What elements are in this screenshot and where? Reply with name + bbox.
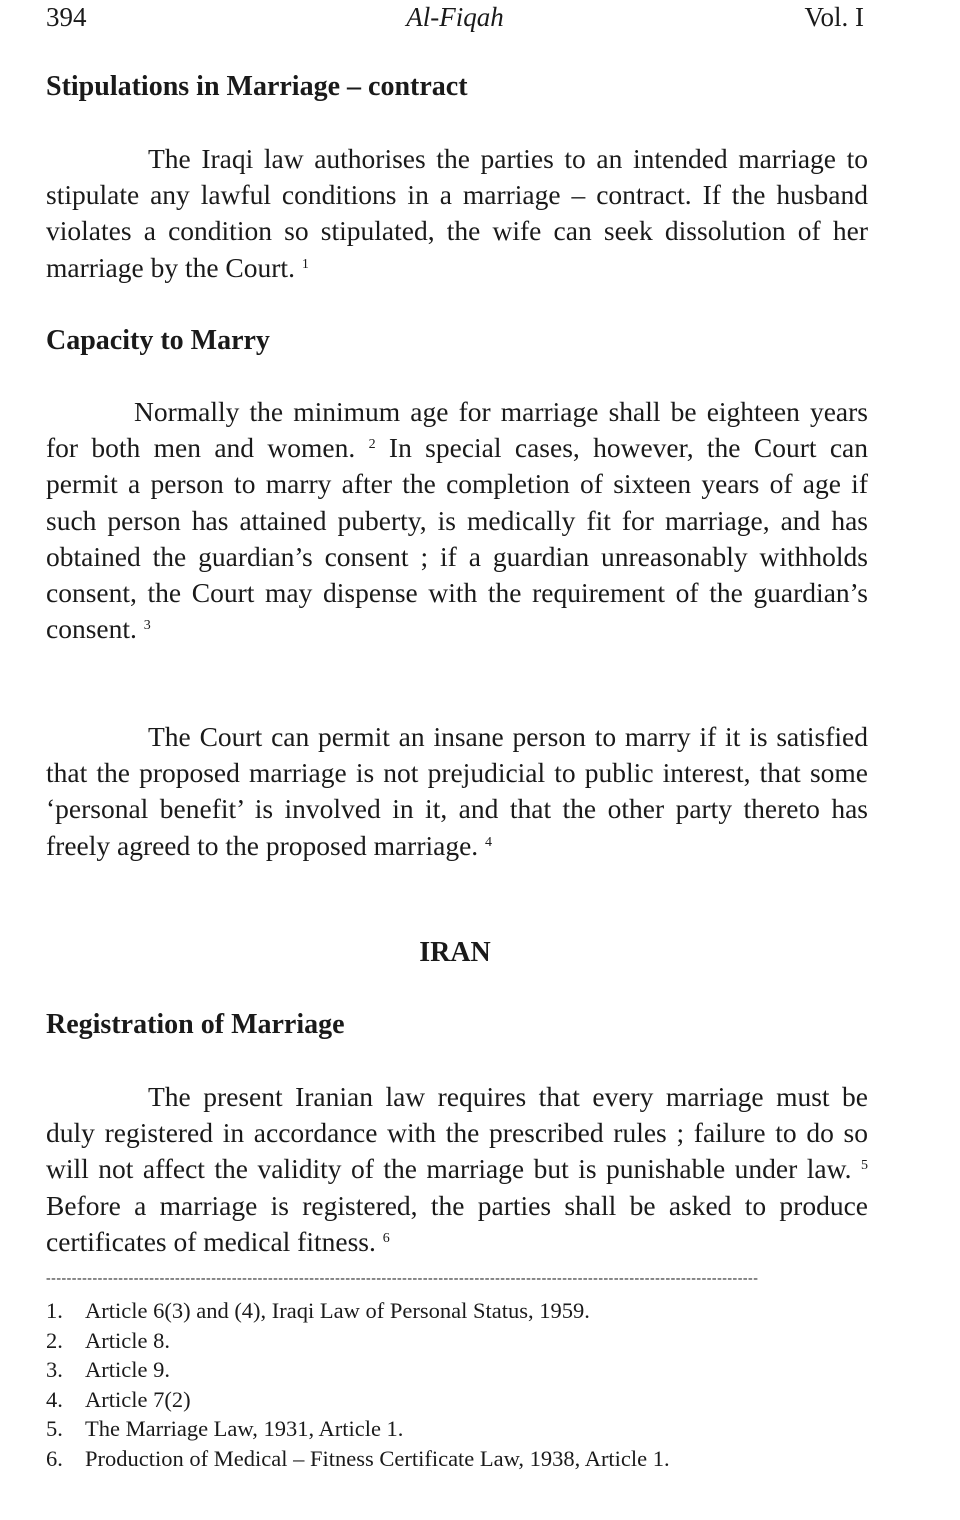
footnote-text: Article 8. — [85, 1327, 170, 1353]
heading-stipulations: Stipulations in Marriage – contract — [46, 71, 468, 102]
footnote-ref-6: 6 — [382, 1230, 390, 1246]
paragraph-capacity-age — [46, 394, 868, 647]
footnote-number: 4. — [46, 1386, 63, 1412]
footnote-text: Production of Medical – Fitness Certificate Law, 1938, Article 1. — [85, 1445, 670, 1471]
paragraph-text: The present Iranian law requires that every marriage must be duly registered in accordance with the prescribed rules ; failure to do so will not affect the validity of the marriage but is punishable under law. — [46, 1081, 868, 1185]
paragraph-registration — [46, 1079, 868, 1260]
footnote-ref-2: 2 — [368, 437, 376, 453]
paragraph-text: In special cases, however, the Court can permit a person to marry after the completion of sixteen years of age if such person has attained puberty, is medically fit for marriage, and has obtained the guardian’s consent ; if a guardian unreasonably withholds consent, the Court may dispense with the requirement of the guardian’s consent. — [46, 432, 868, 645]
footnote-ref-1: 1 — [301, 256, 309, 272]
footnote-text: Article 9. — [85, 1357, 170, 1383]
paragraph-stipulations — [46, 141, 868, 286]
footnote-6 — [46, 1444, 866, 1474]
footnote-1 — [46, 1296, 866, 1326]
footnote-ref-3: 3 — [143, 618, 151, 634]
heading-registration: Registration of Marriage — [46, 1009, 345, 1040]
footnote-3 — [46, 1355, 866, 1385]
heading-iran: IRAN — [419, 937, 491, 968]
footnote-2 — [46, 1326, 866, 1356]
footnote-text: Article 7(2) — [85, 1386, 191, 1412]
footnote-5 — [46, 1414, 866, 1444]
book-title: Al-Fiqah — [406, 2, 504, 32]
footnote-text: The Marriage Law, 1931, Article 1. — [85, 1416, 404, 1442]
footnote-number: 2. — [46, 1327, 63, 1353]
paragraph-text: The Iraqi law authorises the parties to an intended marriage to stipulate any lawful conditions in a marriage – contract. If the husband violates a condition so stipulated, the wife can seek dissolution of her marriage by the Court. — [46, 143, 868, 283]
heading-capacity: Capacity to Marry — [46, 325, 270, 356]
volume-label: Vol. I — [804, 2, 864, 32]
paragraph-text: Before a marriage is registered, the parties shall be asked to produce certificates of medical fitness. — [46, 1189, 868, 1257]
footnote-4 — [46, 1385, 866, 1415]
footnote-number: 3. — [46, 1357, 63, 1383]
footnote-divider: ------------------------------------------------------------------------------------------------------------------------------------------ — [46, 1272, 759, 1286]
footnotes — [46, 1296, 866, 1474]
footnote-ref-5: 5 — [861, 1158, 868, 1174]
paragraph-text: Normally the minimum age for marriage shall be eighteen years for both men and women. — [46, 396, 868, 464]
running-header — [46, 0, 864, 34]
footnote-number: 5. — [46, 1416, 63, 1442]
footnote-number: 1. — [46, 1298, 63, 1323]
paragraph-capacity-insane — [46, 719, 868, 864]
footnote-number: 6. — [46, 1445, 63, 1471]
footnote-text: Article 6(3) and (4), Iraqi Law of Personal Status, 1959. — [85, 1298, 590, 1323]
page-number: 394 — [46, 2, 87, 32]
paragraph-text: The Court can permit an insane person to marry if it is satisfied that the proposed marriage is not prejudicial to public interest, that some ‘personal benefit’ is involved in it, and that the other party thereto has freely agreed to the proposed marriage. — [46, 721, 868, 861]
footnote-ref-4: 4 — [485, 834, 493, 850]
